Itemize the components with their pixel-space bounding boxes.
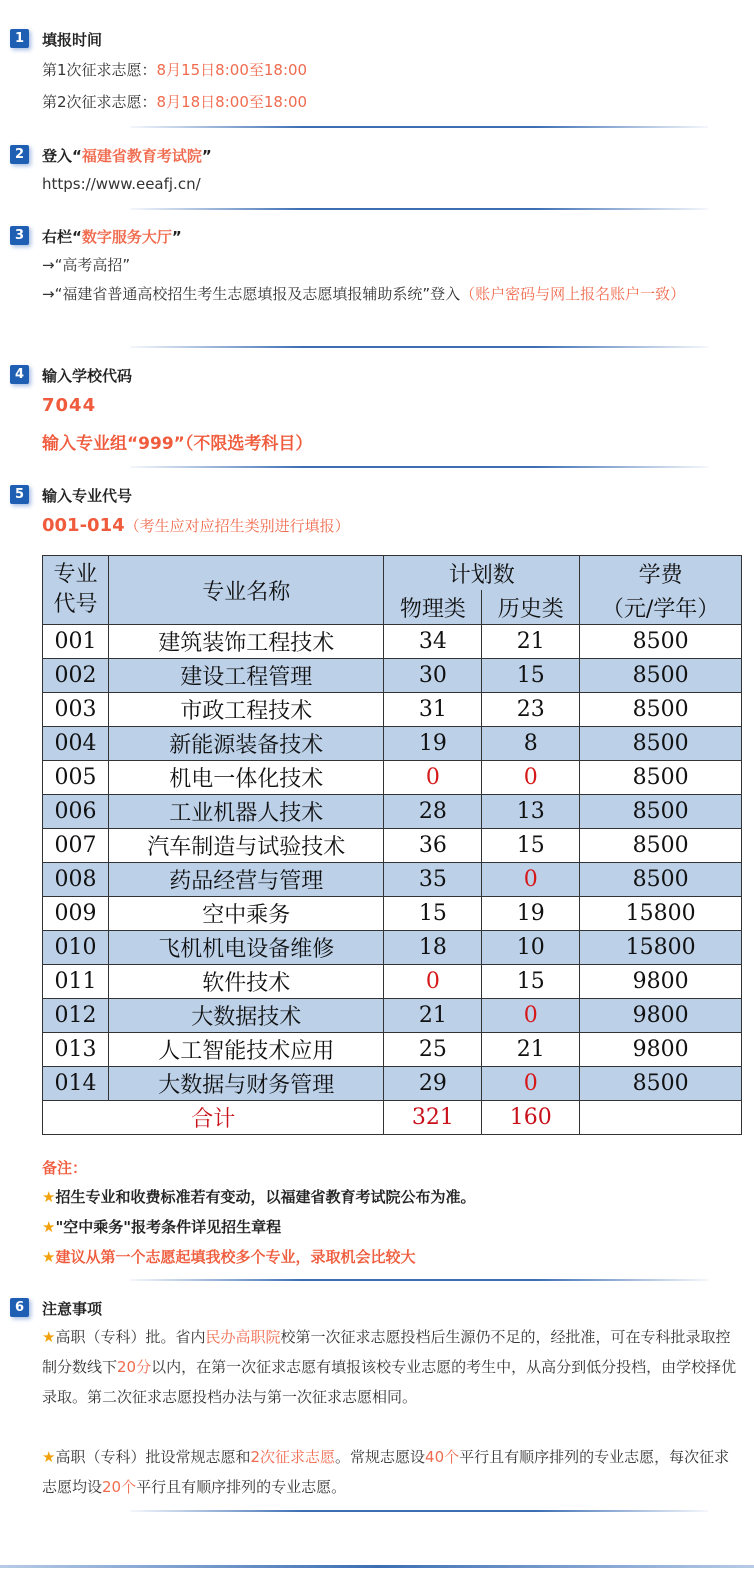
system-login-text: →“福建省普通高校招生考生志愿填报及志愿填报辅助系统”登入 xyxy=(42,285,461,303)
service-hall-name: 数字服务大厅 xyxy=(81,228,172,246)
major-name-cell: 新能源装备技术 xyxy=(108,727,383,761)
p2-a: 高职（专科）批设常规志愿和 xyxy=(55,1448,251,1466)
tuition-cell: 8500 xyxy=(580,659,742,693)
physics-plan-cell: 15 xyxy=(384,897,482,931)
history-plan-cell: 8 xyxy=(482,727,580,761)
physics-plan-cell: 31 xyxy=(384,693,482,727)
major-code-cell: 003 xyxy=(43,693,109,727)
major-name-cell: 机电一体化技术 xyxy=(108,761,383,795)
major-group-instruction: 输入专业组“999”（不限选考科目） xyxy=(42,434,313,454)
tuition-cell: 8500 xyxy=(580,727,742,761)
history-plan-cell: 15 xyxy=(482,965,580,999)
step-badge-1: 1 xyxy=(10,29,29,48)
table-row xyxy=(43,897,742,931)
site-url-link[interactable]: https://www.eeafj.cn/ xyxy=(42,175,201,193)
tuition-cell: 8500 xyxy=(580,829,742,863)
table-row xyxy=(43,693,742,727)
history-plan-cell: 19 xyxy=(482,897,580,931)
notes-title: 备注： xyxy=(42,1159,88,1177)
major-code-cell: 002 xyxy=(43,659,109,693)
major-code-cell: 011 xyxy=(43,965,109,999)
note-1 xyxy=(42,1186,475,1207)
note-1-text: 招生专业和收费标准若有变动，以福建省教育考试院公布为准。 xyxy=(55,1188,476,1206)
nav-step-gaokao: →“高考高招” xyxy=(42,256,131,274)
history-plan-cell: 0 xyxy=(482,999,580,1033)
major-name-cell: 空中乘务 xyxy=(108,897,383,931)
physics-plan-cell: 34 xyxy=(384,625,482,659)
p1-a: 高职（专科）批。省内 xyxy=(55,1328,206,1346)
major-code-cell: 001 xyxy=(43,625,109,659)
majors-table xyxy=(42,555,742,1135)
table-row xyxy=(43,999,742,1033)
major-name-cell: 工业机器人技术 xyxy=(108,795,383,829)
login-prefix: 登入“ xyxy=(42,147,82,165)
table-row xyxy=(43,659,742,693)
star-icon: ★ xyxy=(42,1328,56,1346)
physics-plan-cell: 25 xyxy=(384,1033,482,1067)
major-code-cell: 012 xyxy=(43,999,109,1033)
major-name-cell: 飞机机电设备维修 xyxy=(108,931,383,965)
major-code-cell: 010 xyxy=(43,931,109,965)
major-name-cell: 人工智能技术应用 xyxy=(108,1033,383,1067)
history-plan-cell: 0 xyxy=(482,1067,580,1101)
physics-plan-cell: 19 xyxy=(384,727,482,761)
first-round-label: 第1次征求志愿： xyxy=(42,61,157,79)
p1-c: 校第一次征求志愿投档后生源仍不足的，经批准，可在专科批录取控制分数线下 xyxy=(42,1328,731,1376)
step-badge-6: 6 xyxy=(10,1298,29,1317)
total-history: 160 xyxy=(482,1101,580,1135)
history-plan-cell: 21 xyxy=(482,625,580,659)
header-fee: 学费 xyxy=(580,556,742,591)
history-plan-cell: 0 xyxy=(482,761,580,795)
header-code xyxy=(43,556,109,625)
major-code-cell: 008 xyxy=(43,863,109,897)
major-name-cell: 大数据与财务管理 xyxy=(108,1067,383,1101)
history-plan-cell: 13 xyxy=(482,795,580,829)
nav-step-system-login xyxy=(42,279,744,309)
table-row xyxy=(43,795,742,829)
physics-plan-cell: 29 xyxy=(384,1067,482,1101)
total-fee-empty xyxy=(580,1101,742,1135)
first-round-value: 8月15日8:00至18:00 xyxy=(156,61,308,79)
history-plan-cell: 15 xyxy=(482,829,580,863)
p2-b: 2次征求志愿 xyxy=(250,1448,336,1466)
service-prefix: 右栏“ xyxy=(42,228,82,246)
p1-e: 以内，在第一次征求志愿有填报该校专业志愿的考生中，从高分到低分投档，由学校择优录取。第二次征求志愿投档办法与第一次征求志愿相同。 xyxy=(42,1358,737,1406)
section-title-major-code: 输入专业代号 xyxy=(42,487,133,505)
major-name-cell: 建筑装饰工程技术 xyxy=(108,625,383,659)
header-history: 历史类 xyxy=(482,590,580,625)
major-name-cell: 大数据技术 xyxy=(108,999,383,1033)
section-title-notice: 注意事项 xyxy=(42,1300,103,1318)
table-row xyxy=(43,727,742,761)
second-round-label: 第2次征求志愿： xyxy=(42,93,157,111)
account-note: （账户密码与网上报名账户一致） xyxy=(460,285,686,303)
p2-c: 。常规志愿设 xyxy=(335,1448,426,1466)
tuition-cell: 9800 xyxy=(580,965,742,999)
school-code: 7044 xyxy=(42,395,97,416)
p2-d: 40个 xyxy=(425,1448,460,1466)
p2-e: 平行且有顺序排列的专业志愿，每次征求志愿均设 xyxy=(42,1448,730,1496)
table-row xyxy=(43,625,742,659)
tuition-cell: 15800 xyxy=(580,931,742,965)
note-2 xyxy=(42,1216,281,1237)
step-badge-4: 4 xyxy=(10,365,29,384)
tuition-cell: 15800 xyxy=(580,897,742,931)
physics-plan-cell: 36 xyxy=(384,829,482,863)
history-plan-cell: 15 xyxy=(482,659,580,693)
major-code-cell: 007 xyxy=(43,829,109,863)
table-row xyxy=(43,761,742,795)
login-site-name: 福建省教育考试院 xyxy=(81,147,202,165)
star-icon: ★ xyxy=(42,1188,56,1206)
physics-plan-cell: 0 xyxy=(384,965,482,999)
step-badge-3: 3 xyxy=(10,226,29,245)
divider-2 xyxy=(130,208,708,210)
note-2-text: "空中乘务"报考条件详见招生章程 xyxy=(55,1218,282,1236)
divider-5 xyxy=(130,1279,708,1281)
tuition-cell: 8500 xyxy=(580,625,742,659)
header-physics: 物理类 xyxy=(384,590,482,625)
tuition-cell: 8500 xyxy=(580,761,742,795)
star-icon: ★ xyxy=(42,1248,56,1266)
table-row xyxy=(43,931,742,965)
major-code-range-note: （考生应对应招生类别进行填报） xyxy=(124,517,350,535)
total-label: 合计 xyxy=(43,1101,384,1135)
history-plan-cell: 0 xyxy=(482,863,580,897)
history-plan-cell: 10 xyxy=(482,931,580,965)
p2-g: 平行且有顺序排列的专业志愿。 xyxy=(136,1478,347,1496)
table-row xyxy=(43,829,742,863)
second-round-time xyxy=(42,91,307,112)
table-row xyxy=(43,1033,742,1067)
section-title-service-hall xyxy=(42,226,182,247)
second-round-value: 8月18日8:00至18:00 xyxy=(156,93,308,111)
divider-4 xyxy=(130,466,708,468)
step-badge-5: 5 xyxy=(10,485,29,504)
star-icon: ★ xyxy=(42,1448,56,1466)
header-code-text: 专业代号 xyxy=(53,562,98,617)
major-code-cell: 004 xyxy=(43,727,109,761)
major-code-cell: 009 xyxy=(43,897,109,931)
major-code-cell: 014 xyxy=(43,1067,109,1101)
first-round-time xyxy=(42,59,307,80)
table-row xyxy=(43,863,742,897)
major-code-cell: 013 xyxy=(43,1033,109,1067)
history-plan-cell: 23 xyxy=(482,693,580,727)
major-code-range xyxy=(42,515,350,536)
star-icon: ★ xyxy=(42,1218,56,1236)
notice-paragraph-1 xyxy=(42,1322,744,1412)
step-badge-2: 2 xyxy=(10,145,29,164)
physics-plan-cell: 30 xyxy=(384,659,482,693)
physics-plan-cell: 0 xyxy=(384,761,482,795)
major-name-cell: 建设工程管理 xyxy=(108,659,383,693)
physics-plan-cell: 35 xyxy=(384,863,482,897)
login-suffix: ” xyxy=(201,147,212,165)
tuition-cell: 9800 xyxy=(580,999,742,1033)
section-title-login xyxy=(42,145,212,166)
note-3-text: 建议从第一个志愿起填我校多个专业，录取机会比较大 xyxy=(55,1248,416,1266)
section-title-time: 填报时间 xyxy=(42,31,103,49)
divider-3 xyxy=(130,346,708,348)
header-name: 专业名称 xyxy=(108,556,383,625)
header-plan: 计划数 xyxy=(384,556,580,591)
total-physics: 321 xyxy=(384,1101,482,1135)
header-fee-unit: （元/学年） xyxy=(580,590,742,625)
major-name-cell: 汽车制造与试验技术 xyxy=(108,829,383,863)
table-row xyxy=(43,965,742,999)
divider-1 xyxy=(130,126,708,128)
notice-paragraph-2 xyxy=(42,1442,744,1502)
physics-plan-cell: 21 xyxy=(384,999,482,1033)
major-name-cell: 药品经营与管理 xyxy=(108,863,383,897)
major-code-cell: 006 xyxy=(43,795,109,829)
physics-plan-cell: 28 xyxy=(384,795,482,829)
major-name-cell: 市政工程技术 xyxy=(108,693,383,727)
tuition-cell: 9800 xyxy=(580,1033,742,1067)
tuition-cell: 8500 xyxy=(580,863,742,897)
physics-plan-cell: 18 xyxy=(384,931,482,965)
service-suffix: ” xyxy=(171,228,182,246)
tuition-cell: 8500 xyxy=(580,693,742,727)
major-code-cell: 005 xyxy=(43,761,109,795)
divider-6 xyxy=(130,1510,708,1512)
major-name-cell: 软件技术 xyxy=(108,965,383,999)
table-row xyxy=(43,1067,742,1101)
history-plan-cell: 21 xyxy=(482,1033,580,1067)
tuition-cell: 8500 xyxy=(580,1067,742,1101)
major-code-range-value: 001-014 xyxy=(42,515,125,536)
tuition-cell: 8500 xyxy=(580,795,742,829)
p2-f: 20个 xyxy=(102,1478,137,1496)
bottom-bar xyxy=(0,1565,754,1568)
note-3 xyxy=(42,1246,415,1267)
p1-d: 20分 xyxy=(117,1358,152,1376)
section-title-school-code: 输入学校代码 xyxy=(42,367,133,385)
p1-b: 民办高职院 xyxy=(205,1328,281,1346)
